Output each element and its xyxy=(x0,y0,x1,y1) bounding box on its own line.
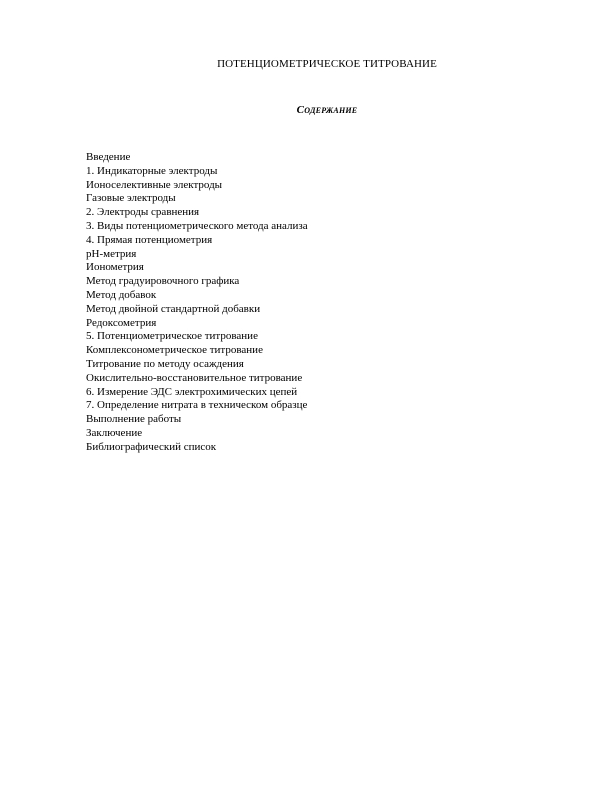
toc-item: Заключение xyxy=(86,426,143,439)
toc-item: Окислительно-восстановительное титрование xyxy=(86,371,303,384)
toc-item: Титрование по методу осаждения xyxy=(86,357,244,370)
toc-item: Редоксометрия xyxy=(86,316,157,329)
toc-item: Комплексонометрическое титрование xyxy=(86,344,263,357)
toc-item: Ионометрия xyxy=(86,261,144,274)
toc-item: Метод двойной стандартной добавки xyxy=(86,302,261,315)
document-title: ПОТЕНЦИОМЕТРИЧЕСКОЕ ТИТРОВАНИЕ xyxy=(217,58,437,70)
toc-item: Библиографический список xyxy=(86,440,217,453)
toc-item: 7. Определение нитрата в техническом образце xyxy=(86,399,308,412)
toc-item: pH-метрия xyxy=(86,247,137,260)
toc-item: Выполнение работы xyxy=(86,413,182,426)
toc-item: 2. Электроды сравнения xyxy=(86,206,200,219)
toc-item: Газовые электроды xyxy=(86,192,176,205)
toc-item: 6. Измерение ЭДС электрохимических цепей xyxy=(86,385,298,398)
table-of-contents xyxy=(86,151,308,455)
toc-item: Введение xyxy=(86,151,131,163)
toc-item: 1. Индикаторные электроды xyxy=(86,164,218,177)
toc-heading: Содержание xyxy=(296,104,358,116)
toc-item: Ионоселективные электроды xyxy=(86,178,223,191)
toc-item: Метод добавок xyxy=(86,288,157,301)
toc-item: 3. Виды потенциометрического метода анализа xyxy=(86,219,308,232)
toc-item: 5. Потенциометрическое титрование xyxy=(86,330,258,343)
toc-item: 4. Прямая потенциометрия xyxy=(86,233,213,246)
toc-item: Метод градуировочного графика xyxy=(86,275,240,288)
